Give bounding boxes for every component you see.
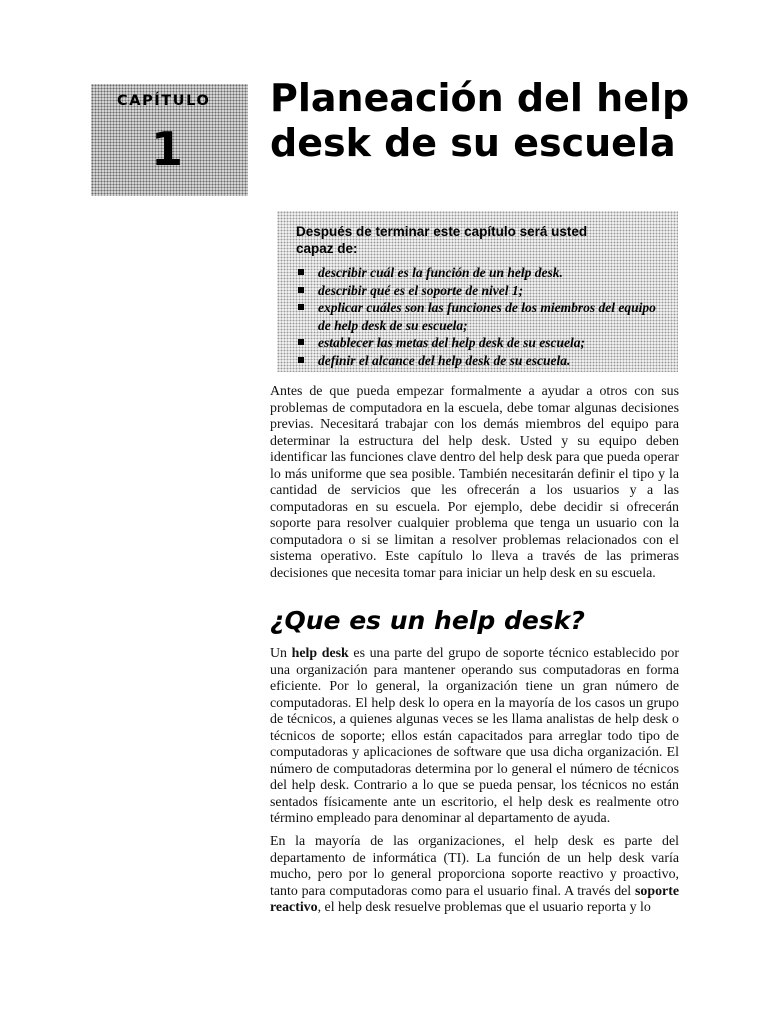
bold-term: soporte reactivo	[270, 883, 679, 915]
paragraph-text: , el help desk resuelve problemas que el usuario reporta y lo	[317, 900, 651, 915]
square-bullet-icon	[298, 287, 304, 293]
paragraph-lead: En la mayoría de las organizaciones, el help desk es parte del departamento de informática (TI). La función de un help desk varía mucho, pero por lo general proporciona soporte reactivo y proactivo, tanto para computadoras como para el usuario final. A través del	[270, 834, 679, 899]
chapter-number: 1	[151, 122, 184, 176]
objective-item	[296, 334, 666, 352]
objective-text: definir el alcance del help desk de su escuela.	[318, 352, 571, 368]
objective-item	[296, 352, 666, 370]
objective-text: describir cuál es la función de un help desk.	[318, 265, 563, 280]
chapter-label: CAPÍTULO	[117, 93, 211, 109]
paragraph-text: es una parte del grupo de soporte técnico establecido por una organización para mantener operando sus computadoras en forma eficiente. Por lo general, la organización tiene un gran número de computadoras. El help desk lo opera en la mayoría de los casos un grupo de técnicos, a quienes algunas veces se les llama analistas de help desk o técnicos de soporte; ellos están capacitados para arreglar todo tipo de computadoras y aplicaciones de software que usa dicha organización. El número de computadoras determina por lo general el número de técnicos del help desk. Contrario a lo que se pueda pensar, los técnicos no están sentados físicamente ante un escritorio, el help desk es realmente otro término empleado para denominar al departamento de ayuda.	[270, 646, 679, 826]
it-department-paragraph	[270, 834, 679, 917]
objective-item	[296, 282, 666, 300]
objectives-box	[277, 211, 678, 372]
square-bullet-icon	[298, 339, 304, 345]
intro-paragraph: Antes de que pueda empezar formalmente a ayudar a otros con sus problemas de computadora en la escuela, debe tomar algunas decisiones previas. Necesitará trabajar con los demás miembros del equipo para determinar la estructura del help desk. Usted y su equipo deben identificar las funciones clave dentro del help desk para que pueda operar lo más uniforme que sea posible. También necesitarán definir el tipo y la cantidad de servicios que les ofrecerán a los usuarios y a las computadoras en su escuela. Por ejemplo, debe decidir si ofrecerán soporte para resolver cualquier problema que tenga un usuario con la computadora o si se limitan a resolver problemas relacionados con el sistema operativo. Este capítulo lo lleva a través de las primeras decisiones que necesita tomar para iniciar un help desk en su escuela.	[270, 384, 679, 581]
bold-term: help desk	[291, 646, 349, 661]
chapter-title: Planeación del help desk de su escuela	[270, 76, 690, 165]
help-desk-definition-paragraph	[270, 646, 679, 828]
objective-item	[296, 264, 666, 282]
chapter-badge	[91, 84, 248, 196]
objectives-intro: Después de terminar este capítulo será usted capaz de:	[296, 224, 588, 256]
square-bullet-icon	[298, 357, 304, 363]
paragraph-lead: Un	[270, 646, 292, 661]
objective-item	[296, 299, 666, 334]
square-bullet-icon	[298, 269, 304, 275]
objective-text: describir qué es el soporte de nivel 1;	[318, 282, 524, 298]
objective-text: explicar cuáles son las funciones de los miembros del equipo de help desk de su escuela;	[318, 300, 656, 333]
objectives-list	[296, 264, 666, 370]
square-bullet-icon	[298, 304, 304, 310]
objective-text: establecer las metas del help desk de su escuela;	[318, 335, 585, 351]
section-heading: ¿Que es un help desk?	[270, 606, 585, 635]
